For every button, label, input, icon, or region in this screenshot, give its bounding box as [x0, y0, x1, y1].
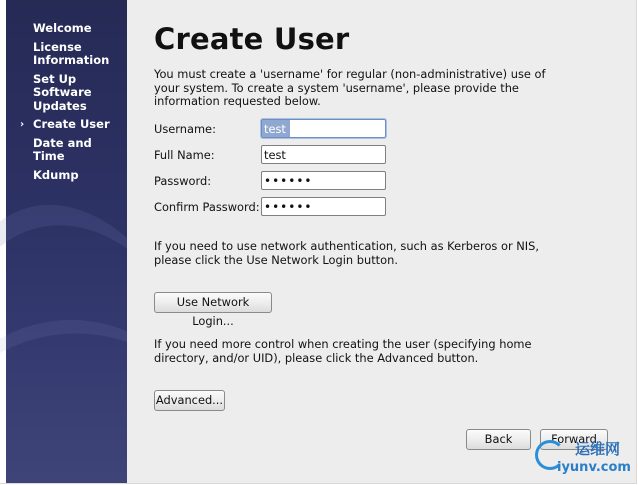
confirm-password-label: Confirm Password: [154, 200, 260, 214]
step-label: License Information [33, 39, 110, 67]
network-auth-text: If you need to use network authentication, such as Kerberos or NIS, please click the Use Network Login button. [154, 239, 539, 267]
confirm-password-row [154, 197, 454, 217]
intro-text: You must create a 'username' for regular (non-administrative) use of your system. To create a system 'username', please provide the information requested below. [154, 67, 546, 109]
advanced-text: If you need more control when creating the user (specifying home directory, and/or UID), please click the Advanced button. [154, 337, 532, 365]
step-label: Kdump [33, 167, 79, 182]
watermark-en-text: iyunv.com [557, 460, 631, 475]
password-label: Password: [154, 174, 212, 188]
username-row [154, 119, 454, 139]
watermark-cn-text: 运维网 [575, 440, 621, 458]
main-content [127, 0, 636, 483]
confirm-password-input[interactable] [261, 197, 386, 216]
step-kdump [18, 169, 124, 183]
step-label: Create User [33, 117, 110, 131]
step-label: Welcome [33, 21, 92, 35]
password-input[interactable] [261, 171, 386, 190]
step-license-information [18, 41, 124, 68]
full-name-label: Full Name: [154, 148, 215, 162]
advanced-button[interactable]: Advanced... [154, 390, 225, 411]
username-label: Username: [154, 122, 216, 136]
step-label: Set Up Software Updates [33, 71, 92, 113]
username-input[interactable] [261, 119, 386, 138]
full-name-input[interactable] [261, 145, 386, 164]
current-step-arrow-icon: › [20, 119, 25, 130]
step-software-updates [18, 73, 124, 114]
password-row [154, 171, 454, 191]
back-button[interactable]: Back [466, 429, 531, 450]
watermark-logo [535, 432, 635, 482]
full-name-row [154, 145, 454, 165]
step-date-and-time [18, 137, 124, 164]
step-welcome [18, 22, 124, 36]
step-label: Date and Time [33, 135, 92, 163]
step-create-user [18, 118, 124, 132]
use-network-login-button[interactable]: Use Network Login... [154, 292, 272, 313]
page-title: Create User [154, 22, 350, 56]
forward-button[interactable]: Forward [540, 429, 608, 450]
step-list [18, 22, 124, 187]
sidebar [0, 0, 127, 483]
